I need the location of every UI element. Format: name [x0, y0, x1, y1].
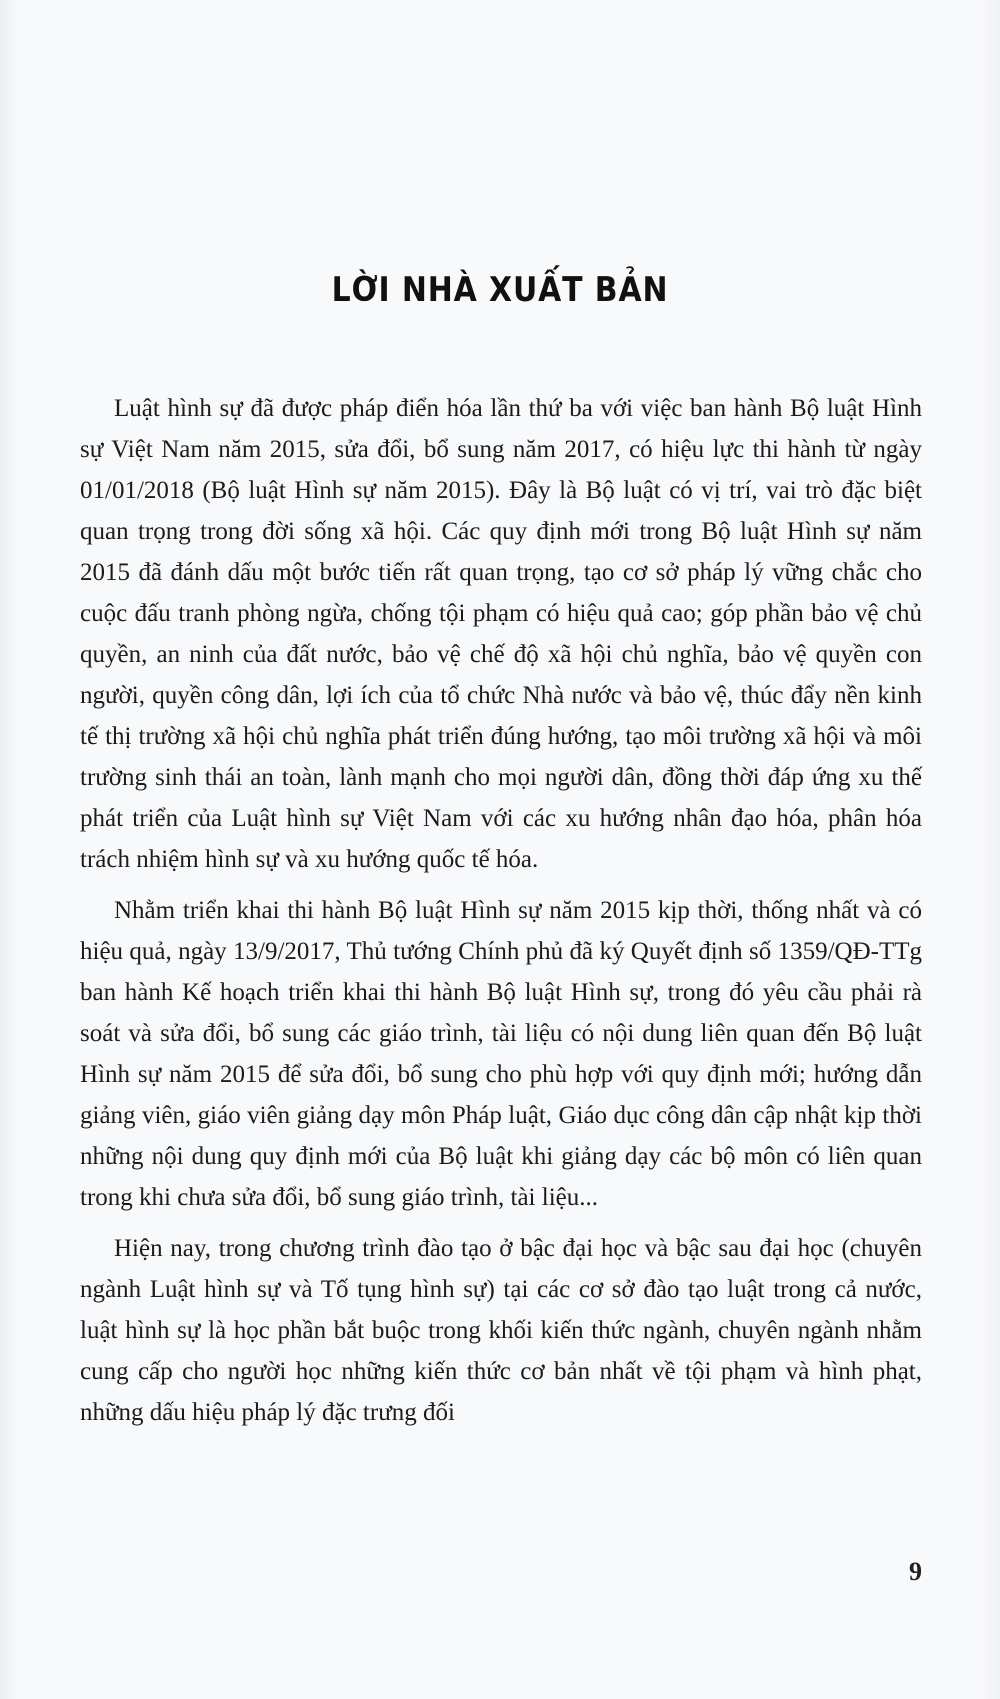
page-number: 9: [909, 1557, 922, 1586]
paragraph-3: Hiện nay, trong chương trình đào tạo ở bậc đại học và bậc sau đại học (chuyên ngành Luật hình sự và Tố tụng hình sự) tại các cơ sở đào tạo luật trong cả nước, luật hình sự là học phần bắt buộc trong khối kiến thức ngành, chuyên ngành nhằm cung cấp cho người học những kiến thức cơ bản nhất về tội phạm và hình phạt, những dấu hiệu pháp lý đặc trưng đối: [80, 1235, 922, 1426]
page-title: LỜI NHÀ XUẤT BẢN: [331, 270, 669, 310]
paragraph-1: Luật hình sự đã được pháp điển hóa lần thứ ba với việc ban hành Bộ luật Hình sự Việt Nam năm 2015, sửa đổi, bổ sung năm 2017, có hiệu lực thi hành từ ngày 01/01/2018 (Bộ luật Hình sự năm 2015). Đây là Bộ luật có vị trí, vai trò đặc biệt quan trọng trong đời sống xã hội. Các quy định mới trong Bộ luật Hình sự năm 2015 đã đánh dấu một bước tiến rất quan trọng, tạo cơ sở pháp lý vững chắc cho cuộc đấu tranh phòng ngừa, chống tội phạm có hiệu quả cao; góp phần bảo vệ chủ quyền, an ninh của đất nước, bảo vệ chế độ xã hội chủ nghĩa, bảo vệ quyền con người, quyền công dân, lợi ích của tổ chức Nhà nước và bảo vệ, thúc đẩy nền kinh tế thị trường xã hội chủ nghĩa phát triển đúng hướng, tạo môi trường xã hội và môi trường sinh thái an toàn, lành mạnh cho mọi người dân, đồng thời đáp ứng xu thế phát triển của Luật hình sự Việt Nam với các xu hướng nhân đạo hóa, phân hóa trách nhiệm hình sự và xu hướng quốc tế hóa.: [80, 395, 922, 873]
body-text: [80, 388, 922, 1443]
paragraph-2: Nhằm triển khai thi hành Bộ luật Hình sự năm 2015 kịp thời, thống nhất và có hiệu quả, ngày 13/9/2017, Thủ tướng Chính phủ đã ký Quyết định số 1359/QĐ-TTg ban hành Kế hoạch triển khai thi hành Bộ luật Hình sự, trong đó yêu cầu phải rà soát và sửa đổi, bổ sung các giáo trình, tài liệu có nội dung liên quan đến Bộ luật Hình sự năm 2015 để sửa đổi, bổ sung cho phù hợp với quy định mới; hướng dẫn giảng viên, giáo viên giảng dạy môn Pháp luật, Giáo dục công dân cập nhật kịp thời những nội dung quy định mới của Bộ luật khi giảng dạy các bộ môn có liên quan trong khi chưa sửa đổi, bổ sung giáo trình, tài liệu...: [80, 897, 922, 1211]
